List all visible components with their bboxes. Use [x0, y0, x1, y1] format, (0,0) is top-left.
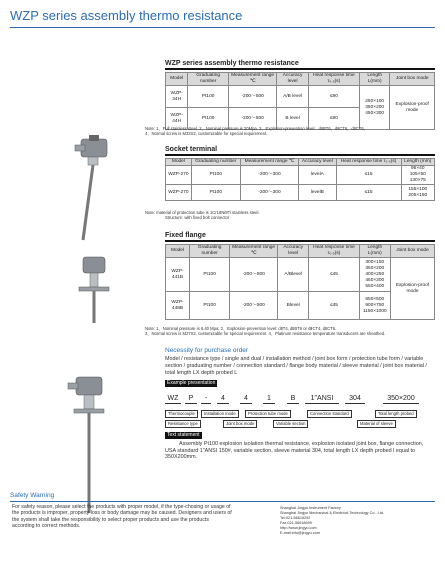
col-header: Heat response time τ₀.₅(s): [309, 245, 359, 258]
col-header: Model: [166, 245, 190, 258]
email-link[interactable]: E-mail:info@jingyu.com: [280, 531, 320, 535]
cell-model: WZP-34H: [166, 86, 188, 108]
example-heading: Example presentation: [167, 380, 216, 386]
company-name: Shanghai Jingyu Mechanical & Electrical Technology Co., Ltd.: [280, 511, 384, 515]
label-thermocouple: Thermocouple: [165, 410, 198, 418]
code-standard: 1"ANSI: [305, 394, 339, 404]
note-line: 3、Normal screw is M27X2, customizable for special requirement. 4、Platinum resistance temperature transducers are sheathed.: [145, 331, 386, 337]
col-header: Graduating number: [191, 159, 240, 166]
cell-range: -200～300: [240, 185, 298, 201]
example-labels-top: [165, 410, 435, 418]
safety-text: For safety reason, please select the products with proper model, if the type-chosing or usage of the products is improper, property loss or body damage may be caused. Designers and users of the system shall take the responsibility to select proper products and use the products according to correct methods.: [12, 504, 232, 530]
cell-joint-box: Explosion-proof mode: [390, 258, 434, 320]
cell-length: 95×40 105×50 130×75: [401, 166, 434, 185]
cell-model: WZP-270: [166, 166, 192, 185]
cell-length: 300×150 350×200 400×250 450×300 550×400: [359, 258, 390, 292]
col-header: Accuracy level: [299, 159, 337, 166]
cell-range: -200～300: [240, 166, 298, 185]
note-line: 4、Normal screw is M33X2, customizable for special requirement.: [145, 131, 268, 137]
label-connection: Connection standard: [307, 410, 352, 418]
cell-response: ≤15: [336, 185, 401, 201]
fax: Fax:021-56618699: [280, 521, 312, 525]
cell-accuracy: A/Blevel: [278, 258, 309, 292]
code-joint-box: 4: [240, 394, 252, 404]
notes-flange: [145, 326, 440, 336]
long-probe-image: [60, 375, 120, 515]
col-header: Model: [166, 159, 192, 166]
code-install: 4: [217, 394, 229, 404]
cell-length: 650×500 900×750 1150×1000: [359, 292, 390, 320]
example-code-row: [165, 394, 435, 406]
code-sleeve: 304: [345, 394, 365, 404]
col-header: Heat response time τ₀.₅(s): [308, 73, 359, 86]
page-title: WZP series assembly thermo resistance: [10, 8, 243, 23]
website-link[interactable]: http://www.jingyu.com: [280, 526, 317, 530]
cell-response: ≤45: [309, 292, 359, 320]
code-length: 350×200: [383, 394, 419, 404]
cell-graduation: Pt100: [188, 108, 229, 130]
table-flange: [165, 244, 435, 320]
col-header: Joint box mode: [390, 73, 435, 86]
cell-length: 250×100 350×200 450×300: [359, 86, 390, 130]
label-protection: Protection tube mode: [245, 410, 291, 418]
cell-graduation: Pt100: [188, 86, 229, 108]
note-line: Note: material of protection tube is 1Cr18Ni9Ti stainless steel.: [145, 210, 260, 215]
table-socket: [165, 158, 435, 201]
cell-graduation: Pt100: [190, 258, 230, 292]
cell-length: 155×100 205×150: [401, 185, 434, 201]
notes-socket: [145, 210, 440, 220]
necessity-heading: Necessity for purchase order: [165, 347, 249, 354]
col-header: Accuracy level: [278, 245, 309, 258]
cell-model: WZP-270: [166, 185, 192, 201]
cell-range: -200～500: [228, 86, 276, 108]
safety-heading: Safety Warning: [10, 492, 55, 499]
label-total-length: Total length probed: [375, 410, 417, 418]
col-header: Length L(mm): [359, 73, 390, 86]
section-heading-assembly: WZP series assembly thermo resistance: [165, 60, 435, 70]
col-header: Graduating number: [190, 245, 230, 258]
cell-accuracy: B level: [277, 108, 309, 130]
col-header: Measurement range ℃: [228, 73, 276, 86]
cell-accuracy: A/B level: [277, 86, 309, 108]
code-variable: B: [287, 394, 299, 404]
table-row: [166, 86, 435, 108]
table-assembly: [165, 72, 435, 130]
code-protection: 1: [263, 394, 275, 404]
cell-response: ≤90: [308, 86, 359, 108]
flange-probe-image: [55, 255, 125, 325]
cell-response: ≤15: [336, 166, 401, 185]
col-header: Graduating number: [188, 73, 229, 86]
col-header: Measurement range ℃: [240, 159, 298, 166]
label-joint-box: Joint box mode: [223, 420, 257, 428]
section-heading-flange: Fixed flange: [165, 232, 435, 242]
cell-graduation: Pt100: [191, 166, 240, 185]
cell-range: -200～500: [230, 292, 278, 320]
note-line: Structure: with fixed bolt connector: [165, 215, 230, 221]
factory-info: [280, 506, 440, 536]
cell-response: ≤90: [308, 108, 359, 130]
cell-model: WZP-441B: [166, 258, 190, 292]
label-resistance-type: Resistance type: [165, 420, 201, 428]
text-statement-heading: Text statement: [167, 432, 200, 438]
thermo-resistance-probe-image: [55, 135, 125, 245]
col-header: Joint box mode: [390, 245, 434, 258]
col-header: Measurement range ℃: [230, 245, 278, 258]
code-dash: -: [201, 394, 211, 404]
section-heading-socket: Socket terminal: [165, 146, 435, 156]
label-sleeve-material: Material of sleeve: [357, 420, 396, 428]
label-installation: Installation mode: [201, 410, 239, 418]
col-header: Accuracy level: [277, 73, 309, 86]
cell-graduation: Pt100: [191, 185, 240, 201]
necessity-text: Model / resistance type / single and dual / installation method / joint box form / protection tube form / variable section / graduating number / connection standard / flange body material / sleeve material / joint box material / total length LX depth probed L: [165, 356, 427, 376]
phone: Tel:021-56616292: [280, 516, 311, 520]
factory-name: Shanghai Jingyu Instrument Factory: [280, 506, 341, 510]
label-variable: Variable section: [273, 420, 308, 428]
code-resistance: P: [185, 394, 197, 404]
cell-accuracy: Blevel: [278, 292, 309, 320]
cell-graduation: Pt100: [190, 292, 230, 320]
safety-divider: [10, 501, 435, 502]
cell-joint-box: Explosion-proof mode: [390, 86, 435, 130]
cell-model: WZP-44H: [166, 108, 188, 130]
col-header: Length (mm): [401, 159, 434, 166]
notes-assembly: [145, 126, 440, 136]
cell-range: -200～500: [228, 108, 276, 130]
note-line: Note: 1、Nominal pressure is 6.40 Mpa; 2、Explosion-prevention level: dⅡT4, dⅡBT6 or dⅡCT4, dⅡCT6.: [145, 326, 337, 331]
table-row: [166, 166, 435, 185]
col-header: Model: [166, 73, 188, 86]
example-labels-bottom: [165, 420, 435, 428]
cell-range: -200～500: [230, 258, 278, 292]
title-divider: [10, 27, 435, 28]
cell-model: WZP-448B: [166, 292, 190, 320]
text-statement-body: Assembly Pt100 explosion isolation thermal resistance, explosion isolated joint box, flange connection, USA standard 1"ANSI 150#, variable section, sleeve material 304, total length LX depth probed l equal to 350X200mm.: [165, 441, 424, 461]
col-header: Heat response time τ₀.₅(s): [336, 159, 401, 166]
code-model: WZ: [165, 394, 181, 404]
cell-accuracy: levelA: [299, 166, 337, 185]
cell-response: ≤45: [309, 258, 359, 292]
note-line: Note: 1、Full stainless steel. 2、Nominal pressure is 20Mpa. 3、Explosion-prevention level：dⅡBT6，dⅡCT6，dⅡCT6。: [145, 126, 368, 131]
table-row: [166, 258, 435, 292]
table-row: [166, 185, 435, 201]
col-header: Length L(mm): [359, 245, 390, 258]
cell-accuracy: levelB: [299, 185, 337, 201]
